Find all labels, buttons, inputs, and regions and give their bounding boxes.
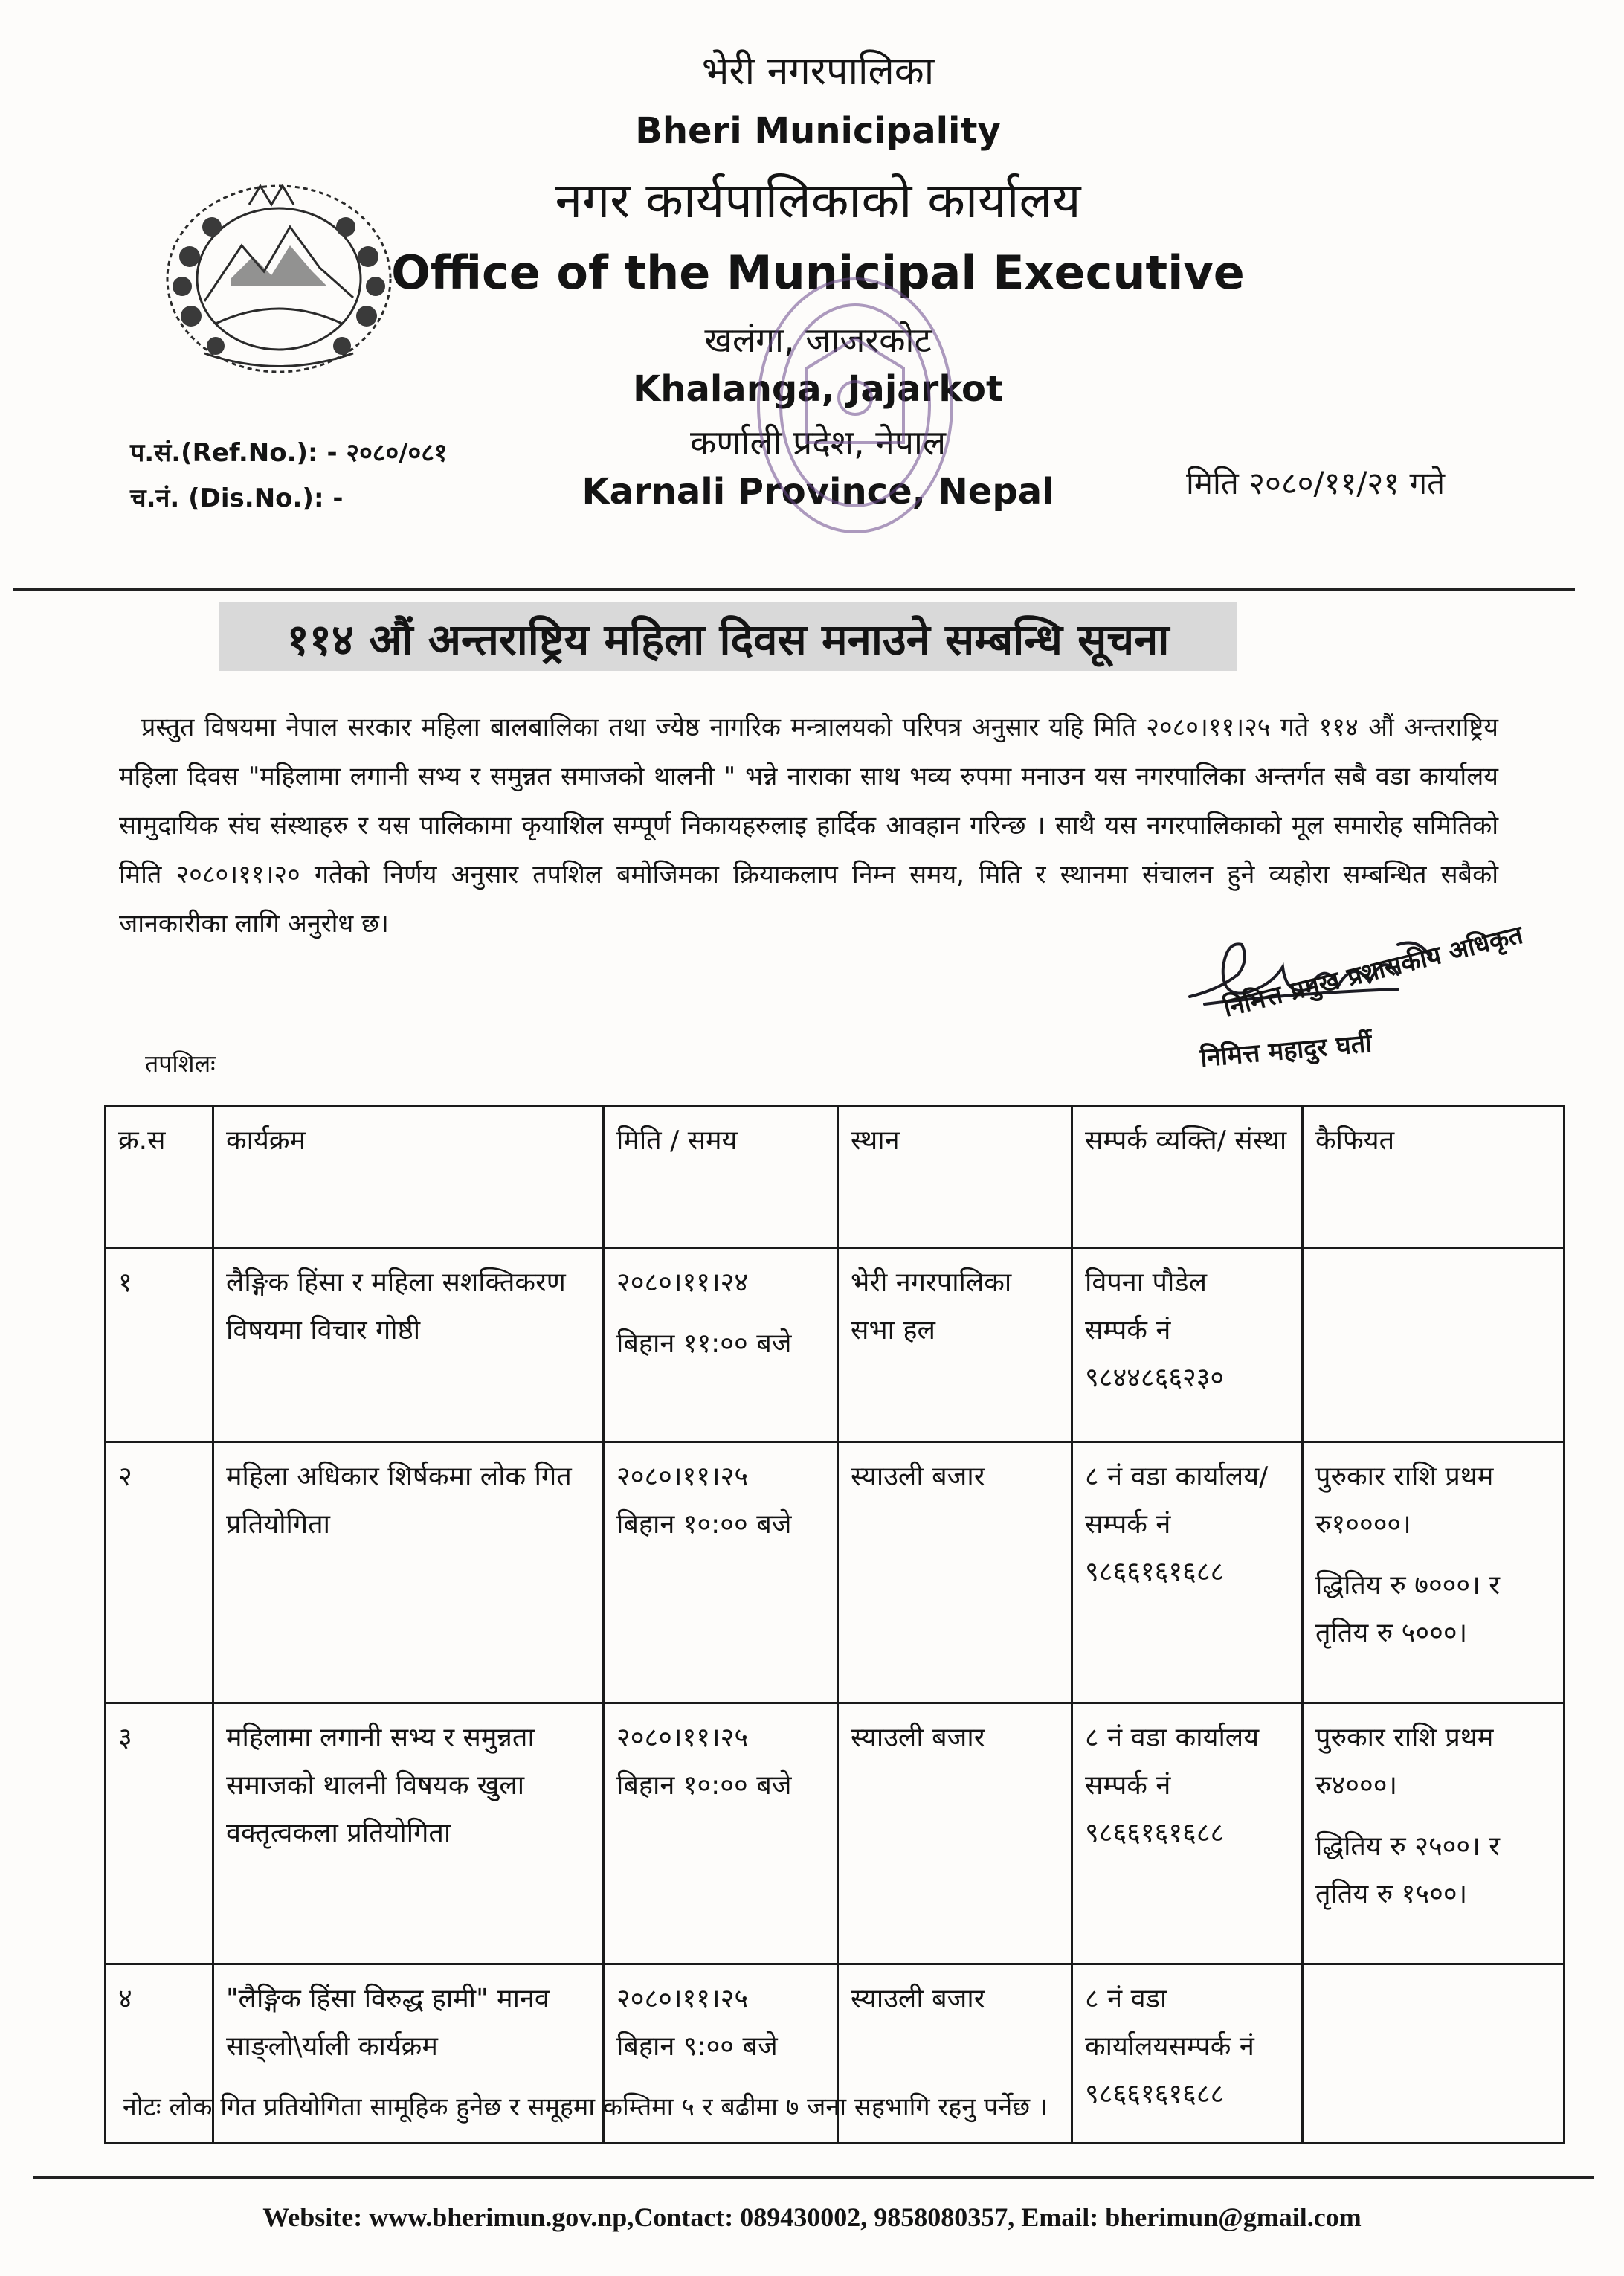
details-label: तपशिलः [145, 1049, 216, 1078]
cell-time: बिहान ९:०० बजे [616, 2031, 778, 2062]
municipality-name-en: Bheri Municipality [635, 110, 1001, 152]
remarks-second: द्धितिय रु २५००। र तृतिय रु १५००। [1315, 1831, 1500, 1909]
letter-date: मिति २०८०/११/२१ गते [1186, 465, 1446, 501]
cell-program: महिला अधिकार शिर्षकमा लोक गित प्रतियोगिता [213, 1442, 604, 1703]
contact-phone: सम्पर्क नं ९८४४८६६२३० [1085, 1315, 1225, 1393]
contact-name: ८ नं वडा कार्यालयसम्पर्क नं [1085, 1984, 1254, 2062]
dispatch-number: च.नं. (Dis.No.): - [130, 483, 344, 513]
municipality-name-np: भेरी नगरपालिका [701, 49, 935, 94]
footer-divider [33, 2176, 1594, 2179]
header-contact: सम्पर्क व्यक्ति/ संस्था [1072, 1106, 1303, 1248]
reference-number: प.सं.(Ref.No.): - २०८०/०८१ [130, 438, 448, 468]
cell-date-time [604, 1442, 838, 1703]
table-row [106, 1442, 1565, 1703]
footer-contact: Website: www.bherimun.gov.np,Contact: 089430002, 9858080357, Email: bherimun@gmail.com [262, 2202, 1362, 2232]
table-row [106, 1703, 1565, 1964]
cell-remarks [1303, 1442, 1565, 1703]
signatory-name: निमित्त महादुर घर्ती [1199, 1028, 1373, 1073]
cell-remarks [1303, 1964, 1565, 2144]
cell-contact [1072, 1248, 1303, 1442]
cell-time: बिहान १०:०० बजे [616, 1770, 792, 1801]
cell-contact [1072, 1703, 1303, 1964]
header-serial: क्र.स [106, 1106, 213, 1248]
cell-date: २०८०।११।२४ [616, 1267, 749, 1298]
header-remarks: कैफियत [1303, 1106, 1565, 1248]
remarks-second: द्धितिय रु ७०००। र तृतिय रु ५०००। [1315, 1570, 1500, 1648]
subject-title: ११४ औं अन्तराष्ट्रिय महिला दिवस मनाउने सम्बन्धि सूचना [286, 614, 1170, 665]
contact-name: ८ नं वडा कार्यालय सम्पर्क नं [1085, 1723, 1260, 1801]
cell-time: बिहान ११:०० बजे [616, 1328, 792, 1359]
location-en: Khalanga, Jajarkot [633, 368, 1003, 410]
province-np: कर्णाली प्रदेश, नेपाल [689, 422, 947, 463]
office-seal-stamp-icon [736, 257, 967, 562]
notice-body: प्रस्तुत विषयमा नेपाल सरकार महिला बालबालिका तथा ज्येष्ठ नागरिक मन्त्रालयको परिपत्र अनुसार यहि मिति २०८०।११।२५ गते ११४ औं अन्तराष्ट्रिय महिला दिवस "महिलामा लगानी सभ्य र समुन्नत समाजको थालनी " भन्ने नाराका साथ भव्य रुपमा मनाउन यस नगरपालिका अन्तर्गत सबै वडा कार्यालय सामुदायिक संघ संस्थाहरु र यस पालिकामा कृयाशिल सम्पूर्ण निकायहरुलाइ हार्दिक आवहान गरिन्छ । साथै यस नगरपालिकाको मूल समारोह समितिको मिति २०८०।११।२० गतेको निर्णय अनुसार तपशिल बमोजिमका क्रियाकलाप निम्न समय, मिति र स्थानमा संचालन हुने व्यहोरा सम्बन्धित सबैको जानकारीका लागि अनुरोध छ। [119, 713, 1498, 939]
cell-serial: ४ [106, 1964, 213, 2144]
table-header-row [106, 1106, 1565, 1248]
contact-phone: ९८६६१६१६८८ [1085, 2079, 1225, 2109]
province-en: Karnali Province, Nepal [581, 471, 1054, 512]
footnote: नोटः लोक गित प्रतियोगिता सामूहिक हुनेछ र समूहमा कम्तिमा ५ र बढीमा ७ जना सहभागि रहनु पर्नेछ । [123, 2092, 1048, 2122]
contact-phone: ९८६६१६१६८८ [1085, 1557, 1225, 1587]
cell-serial: १ [106, 1248, 213, 1442]
header-venue: स्थान [838, 1106, 1072, 1248]
signatory-designation: निमित्त प्रमुख प्रशासकीय अधिकृत [1220, 919, 1526, 1023]
cell-program: लैङ्गिक हिंसा र महिला सशक्तिकरण विषयमा विचार गोष्ठी [213, 1248, 604, 1442]
cell-date: २०८०।११।२५ [616, 1462, 749, 1492]
remarks-first: पुरुकार राशि प्रथम रु४०००। [1315, 1723, 1494, 1801]
cell-date-time [604, 1248, 838, 1442]
contact-name: ८ नं वडा कार्यालय/सम्पर्क नं [1085, 1462, 1269, 1540]
header-program: कार्यक्रम [213, 1106, 604, 1248]
cell-contact [1072, 1442, 1303, 1703]
office-name-np: नगर कार्यपालिकाको कार्यालय [555, 172, 1081, 229]
cell-date: २०८०।११।२५ [616, 1984, 749, 2014]
location-np: खलंगा, जाजरकोट [704, 320, 932, 360]
cell-program: "लैङ्गिक हिंसा विरुद्ध हामी" मानव साङ्लो\र्याली कार्यक्रम [213, 1964, 604, 2144]
cell-date-time [604, 1703, 838, 1964]
office-name-en: Office of the Municipal Executive [391, 245, 1245, 300]
cell-contact [1072, 1964, 1303, 2144]
contact-name: विपना पौडेल [1085, 1267, 1207, 1298]
cell-time: बिहान १०:०० बजे [616, 1509, 792, 1540]
cell-venue: स्याउली बजार [838, 1964, 1072, 2144]
cell-program: महिलामा लगानी सभ्य र समुन्नता समाजको थालनी विषयक खुला वक्तृत्वकला प्रतियोगिता [213, 1703, 604, 1964]
cell-venue: भेरी नगरपालिका सभा हल [838, 1248, 1072, 1442]
cell-date: २०८०।११।२५ [616, 1723, 749, 1753]
header-divider [13, 588, 1575, 591]
cell-remarks [1303, 1703, 1565, 1964]
remarks-first: पुरुकार राशि प्रथम रु१००००। [1315, 1462, 1494, 1540]
header-date-time: मिति / समय [604, 1106, 838, 1248]
cell-remarks [1303, 1248, 1565, 1442]
cell-serial: २ [106, 1442, 213, 1703]
table-row [106, 1248, 1565, 1442]
cell-serial: ३ [106, 1703, 213, 1964]
events-table [104, 1105, 1565, 2144]
contact-phone: ९८६६१६१६८८ [1085, 1818, 1225, 1848]
cell-venue: स्याउली बजार [838, 1703, 1072, 1964]
cell-venue: स्याउली बजार [838, 1442, 1072, 1703]
